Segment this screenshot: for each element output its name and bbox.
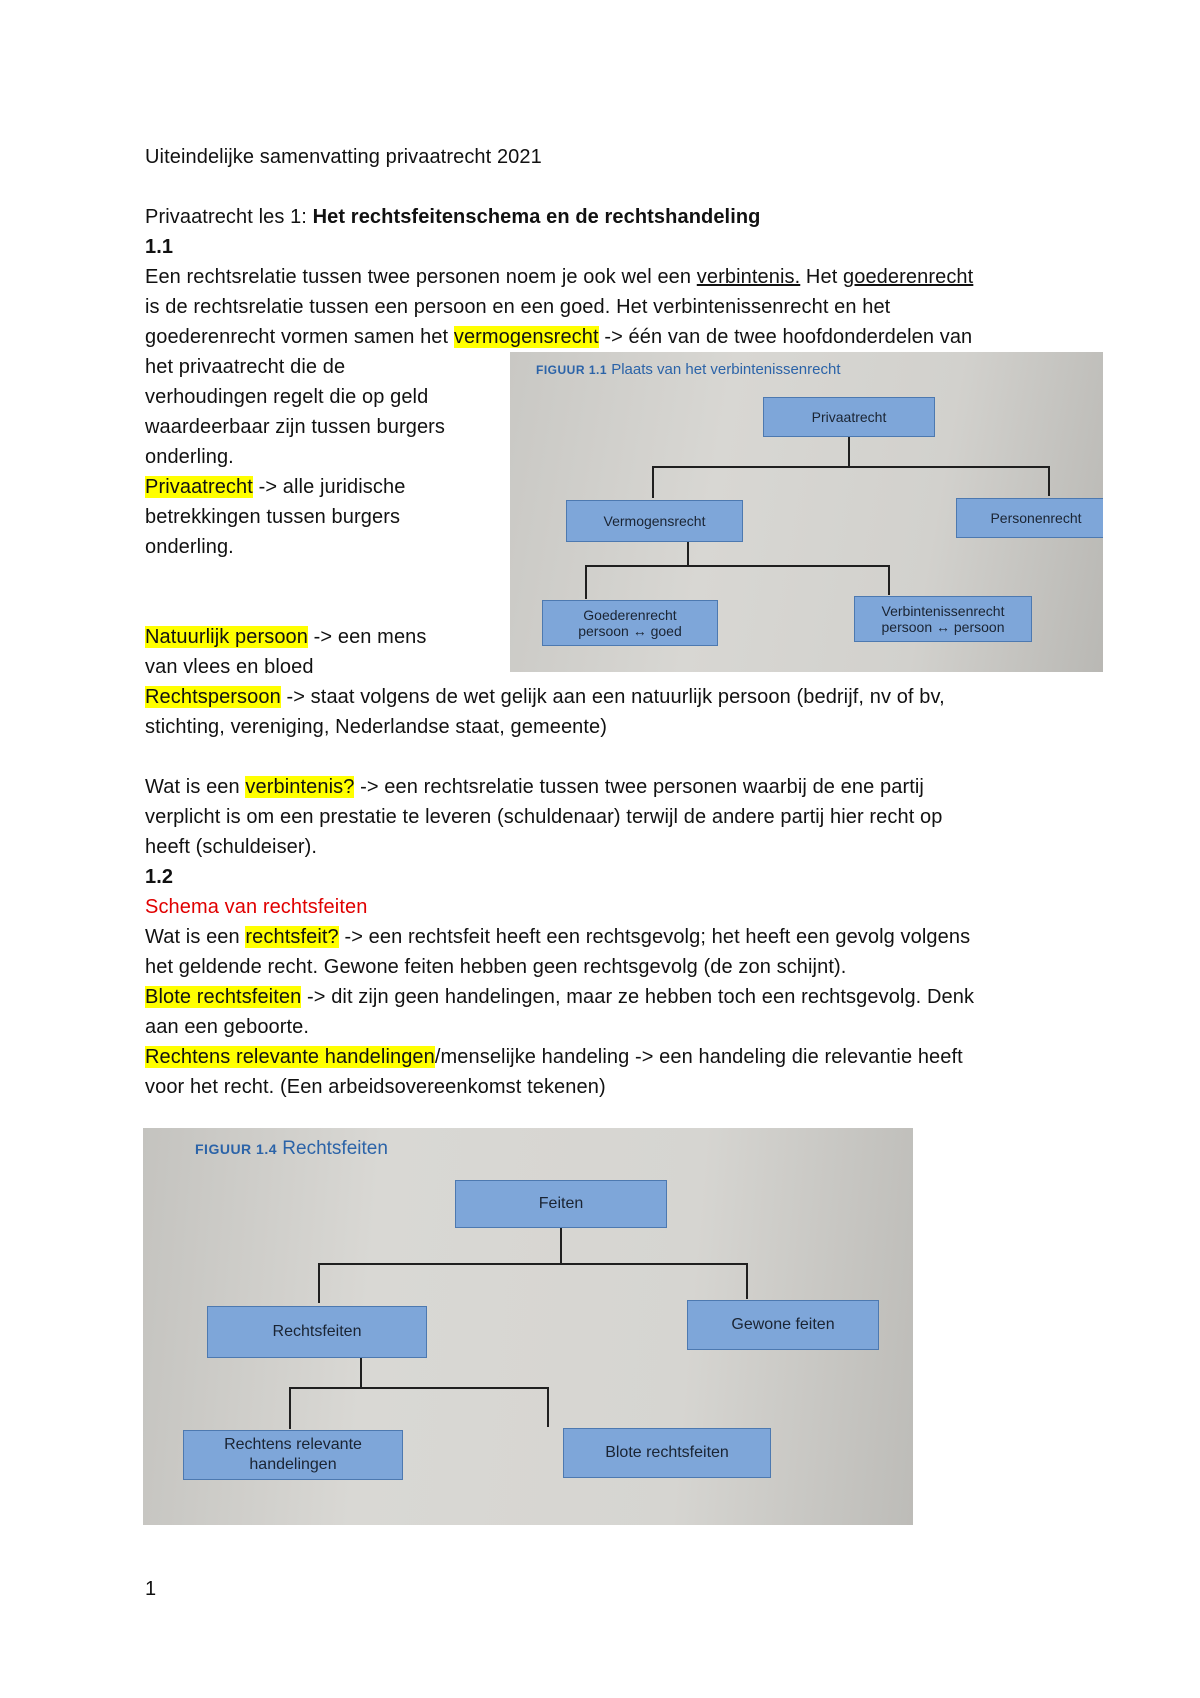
figure-caption-text: Rechtsfeiten <box>282 1138 388 1159</box>
paragraph-line: van vlees en bloed <box>145 656 314 678</box>
tree-connector <box>888 565 890 595</box>
tree-connector <box>848 434 850 467</box>
lesson-heading <box>145 202 761 232</box>
box-rechtens-relevante-handelingen <box>183 1430 403 1480</box>
definition-rechtspersoon <box>145 682 945 712</box>
text-span: -> een rechtsfeit heeft een rechtsgevolg; het heeft een gevolg volgens <box>338 926 971 948</box>
tree-connector <box>318 1263 748 1265</box>
text-span: -> alle juridische <box>252 476 406 498</box>
paragraph-line: waardeerbaar zijn tussen burgers <box>145 416 446 438</box>
figure-caption <box>536 361 841 378</box>
tree-connector <box>318 1263 320 1303</box>
tree-connector <box>360 1358 362 1388</box>
definition-privaatrecht <box>145 472 405 502</box>
text-span: goederenrecht vormen samen het <box>145 326 454 348</box>
text-span: -> staat volgens de wet gelijk aan een natuurlijk persoon (bedrijf, nv of bv, <box>280 686 945 708</box>
tree-connector <box>560 1226 562 1264</box>
paragraph-line: is de rechtsrelatie tussen een persoon en een goed. Het verbintenissenrecht en het <box>145 296 891 318</box>
tree-connector <box>1048 466 1050 496</box>
box-line: Verbintenissenrecht <box>881 603 1005 619</box>
paragraph-line: het geldende recht. Gewone feiten hebben geen rechtsgevolg (de zon schijnt). <box>145 956 847 978</box>
box-line: persoon ↔ persoon <box>881 619 1005 635</box>
box-blote-rechtsfeiten: Blote rechtsfeiten <box>563 1428 771 1478</box>
box-privaatrecht: Privaatrecht <box>763 397 935 437</box>
paragraph-line: onderling. <box>145 536 234 558</box>
box-line: Goederenrecht <box>583 607 677 623</box>
definition-natuurlijk-persoon <box>145 622 427 652</box>
box-line: Rechtens relevante <box>224 1436 362 1453</box>
text-span: Een rechtsrelatie tussen twee personen noem je ook wel een <box>145 266 697 288</box>
box-feiten: Feiten <box>455 1180 667 1228</box>
page-number: 1 <box>145 1578 157 1600</box>
paragraph-line: verplicht is om een prestatie te leveren (schuldenaar) terwijl de andere partij hier recht op <box>145 806 943 828</box>
term-natuurlijk-persoon: Natuurlijk persoon <box>145 626 308 648</box>
paragraph-line: het privaatrecht die de <box>145 356 346 378</box>
tree-connector <box>585 565 890 567</box>
question-verbintenis <box>145 772 924 802</box>
document-title: Uiteindelijke samenvatting privaatrecht 2021 <box>145 146 542 168</box>
term-verbintenis: verbintenis. <box>696 266 801 288</box>
text-span: Het <box>800 266 844 288</box>
paragraph-line: onderling. <box>145 446 234 468</box>
lesson-title: Het rechtsfeitenschema en de rechtshandeling <box>312 206 761 228</box>
term-verbintenis-q: verbintenis? <box>245 776 355 798</box>
tree-connector <box>687 540 689 566</box>
paragraph-line: heeft (schuldeiser). <box>145 836 318 858</box>
paragraph-line: aan een geboorte. <box>145 1016 310 1038</box>
figure-verbintenissenrecht-photo <box>510 352 1103 672</box>
term-blote-rechtsfeiten: Blote rechtsfeiten <box>145 986 302 1008</box>
tree-connector <box>746 1263 748 1299</box>
box-personenrecht: Personenrecht <box>956 498 1103 538</box>
box-rechtsfeiten: Rechtsfeiten <box>207 1306 427 1358</box>
term-vermogensrecht: vermogensrecht <box>453 326 599 348</box>
paragraph-line: voor het recht. (Een arbeidsovereenkomst tekenen) <box>145 1076 606 1098</box>
text-span: -> dit zijn geen handelingen, maar ze hebben toch een rechtsgevolg. Denk <box>301 986 975 1008</box>
paragraph-line: betrekkingen tussen burgers <box>145 506 401 528</box>
tree-connector <box>289 1387 291 1429</box>
tree-connector <box>652 466 1050 468</box>
tree-connector <box>585 565 587 599</box>
tree-connector <box>547 1387 549 1427</box>
lesson-prefix: Privaatrecht les 1: <box>145 206 313 228</box>
tree-connector <box>289 1387 549 1389</box>
definition-blote-rechtsfeiten <box>145 982 974 1012</box>
term-rechtens-relevante-handelingen: Rechtens relevante handelingen <box>145 1046 435 1068</box>
box-vermogensrecht: Vermogensrecht <box>566 500 743 542</box>
term-rechtsfeit: rechtsfeit? <box>245 926 339 948</box>
definition-rechtens-relevante-handelingen <box>145 1042 963 1072</box>
box-goederenrecht <box>542 600 718 646</box>
paragraph-line: stichting, vereniging, Nederlandse staat, gemeente) <box>145 716 608 738</box>
tree-connector <box>652 466 654 498</box>
text-span: -> één van de twee hoofdonderdelen van <box>598 326 973 348</box>
box-verbintenissenrecht <box>854 596 1032 642</box>
box-gewone-feiten: Gewone feiten <box>687 1300 879 1350</box>
term-rechtspersoon: Rechtspersoon <box>145 686 281 708</box>
figure-caption-text: Plaats van het verbintenissenrecht <box>611 361 841 378</box>
paragraph-line: verhoudingen regelt die op geld <box>145 386 429 408</box>
figure-caption <box>195 1138 388 1160</box>
text-span: Wat is een <box>145 776 246 798</box>
text-span: -> een rechtsrelatie tussen twee personen waarbij de ene partij <box>354 776 924 798</box>
term-goederenrecht: goederenrecht <box>843 266 974 288</box>
paragraph-line <box>145 262 973 292</box>
text-span: Wat is een <box>145 926 246 948</box>
section-number: 1.2 <box>145 866 174 888</box>
paragraph-line <box>145 322 972 352</box>
figure-number: FIGUUR 1.1 <box>536 363 608 377</box>
question-rechtsfeit <box>145 922 970 952</box>
box-line: handelingen <box>249 1456 337 1473</box>
figure-number: FIGUUR 1.4 <box>195 1141 278 1157</box>
figure-rechtsfeiten-photo <box>143 1128 913 1525</box>
term-privaatrecht: Privaatrecht <box>145 476 253 498</box>
text-span: -> een mens <box>308 626 427 648</box>
schema-heading: Schema van rechtsfeiten <box>145 896 368 918</box>
box-line: persoon ↔ goed <box>578 623 682 639</box>
text-span: /menselijke handeling -> een handeling die relevantie heeft <box>434 1046 963 1068</box>
section-number: 1.1 <box>145 236 174 258</box>
